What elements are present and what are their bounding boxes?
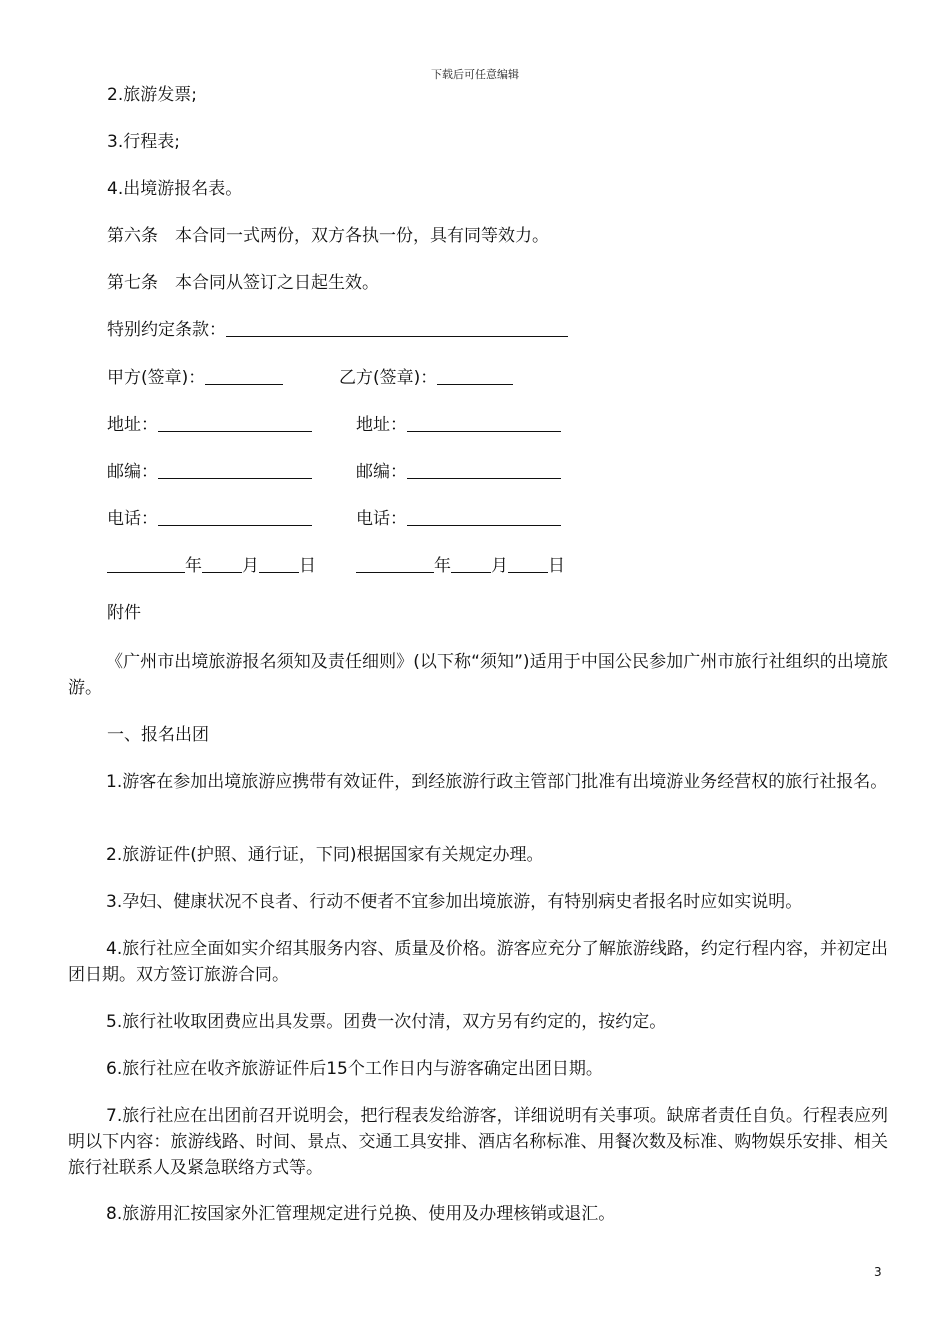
party-b-address	[356, 412, 561, 438]
party-a-phone	[107, 506, 312, 532]
day-blank	[259, 554, 299, 573]
party-b-blank	[437, 366, 513, 385]
party-b-phone	[356, 506, 561, 532]
party-a-label: 甲方(签章)：	[107, 368, 206, 388]
phone-blank	[407, 507, 561, 526]
rule-paragraph: 5.旅行社收取团费应出具发票。团费一次付清，双方另有约定的，按约定。	[106, 1012, 667, 1032]
party-b-date	[356, 553, 565, 579]
postcode-label: 邮编：	[356, 462, 407, 482]
month-label: 月	[242, 556, 259, 576]
party-a-blank	[205, 366, 283, 385]
article-6: 第六条 本合同一式两份，双方各执一份，具有同等效力。	[107, 226, 549, 246]
address-label: 地址：	[356, 415, 407, 435]
address-label: 地址：	[107, 415, 158, 435]
rule-paragraph: 2.旅游证件(护照、通行证，下同)根据国家有关规定办理。	[106, 845, 544, 865]
rule-paragraph: 1.游客在参加出境旅游应携带有效证件，到经旅游行政主管部门批准有出境游业务经营权的旅行社报名。	[106, 772, 888, 792]
address-blank	[158, 413, 312, 432]
year-label: 年	[434, 556, 451, 576]
day-blank	[508, 554, 548, 573]
list-item: 2.旅游发票;	[107, 85, 197, 105]
postcode-blank	[158, 460, 312, 479]
article-7: 第七条 本合同从签订之日起生效。	[107, 273, 379, 293]
month-blank	[451, 554, 491, 573]
year-blank	[107, 554, 185, 573]
list-item: 4.出境游报名表。	[107, 179, 243, 199]
phone-label: 电话：	[107, 509, 158, 529]
phone-blank	[158, 507, 312, 526]
party-b-signature	[339, 365, 513, 391]
party-a-signature	[107, 365, 283, 391]
postcode-blank	[407, 460, 561, 479]
postcode-label: 邮编：	[107, 462, 158, 482]
party-a-date	[107, 553, 316, 579]
day-label: 日	[548, 556, 565, 576]
header-note: 下载后可任意编辑	[431, 68, 519, 81]
page-number: 3	[874, 1265, 882, 1279]
address-blank	[407, 413, 561, 432]
special-terms-blank	[226, 318, 568, 337]
party-b-label: 乙方(签章)：	[339, 368, 438, 388]
section-title: 一、报名出团	[107, 725, 209, 745]
year-label: 年	[185, 556, 202, 576]
rule-paragraph: 4.旅行社应全面如实介绍其服务内容、质量及价格。游客应充分了解旅游线路，约定行程内容，并初定出团日期。双方签订旅游合同。	[68, 939, 888, 985]
special-terms	[107, 317, 568, 343]
intro-paragraph: 《广州市出境旅游报名须知及责任细则》(以下称“须知”)适用于中国公民参加广州市旅行社组织的出境旅游。	[68, 652, 888, 698]
attachment-title: 附件	[107, 603, 141, 623]
rule-paragraph: 3.孕妇、健康状况不良者、行动不便者不宜参加出境旅游，有特别病史者报名时应如实说明。	[106, 892, 803, 912]
party-a-address	[107, 412, 312, 438]
month-label: 月	[491, 556, 508, 576]
month-blank	[202, 554, 242, 573]
day-label: 日	[299, 556, 316, 576]
party-b-postcode	[356, 459, 561, 485]
phone-label: 电话：	[356, 509, 407, 529]
year-blank	[356, 554, 434, 573]
list-item: 3.行程表;	[107, 132, 180, 152]
special-terms-label: 特别约定条款：	[107, 320, 226, 340]
rule-paragraph: 8.旅游用汇按国家外汇管理规定进行兑换、使用及办理核销或退汇。	[106, 1204, 616, 1224]
rule-paragraph: 7.旅行社应在出团前召开说明会，把行程表发给游客，详细说明有关事项。缺席者责任自负。行程表应列明以下内容：旅游线路、时间、景点、交通工具安排、酒店名称标准、用餐次数及标准、购物娱乐安排、相关旅行社联系人及紧急联络方式等。	[68, 1106, 888, 1178]
rule-paragraph: 6.旅行社应在收齐旅游证件后15个工作日内与游客确定出团日期。	[106, 1059, 603, 1079]
party-a-postcode	[107, 459, 312, 485]
